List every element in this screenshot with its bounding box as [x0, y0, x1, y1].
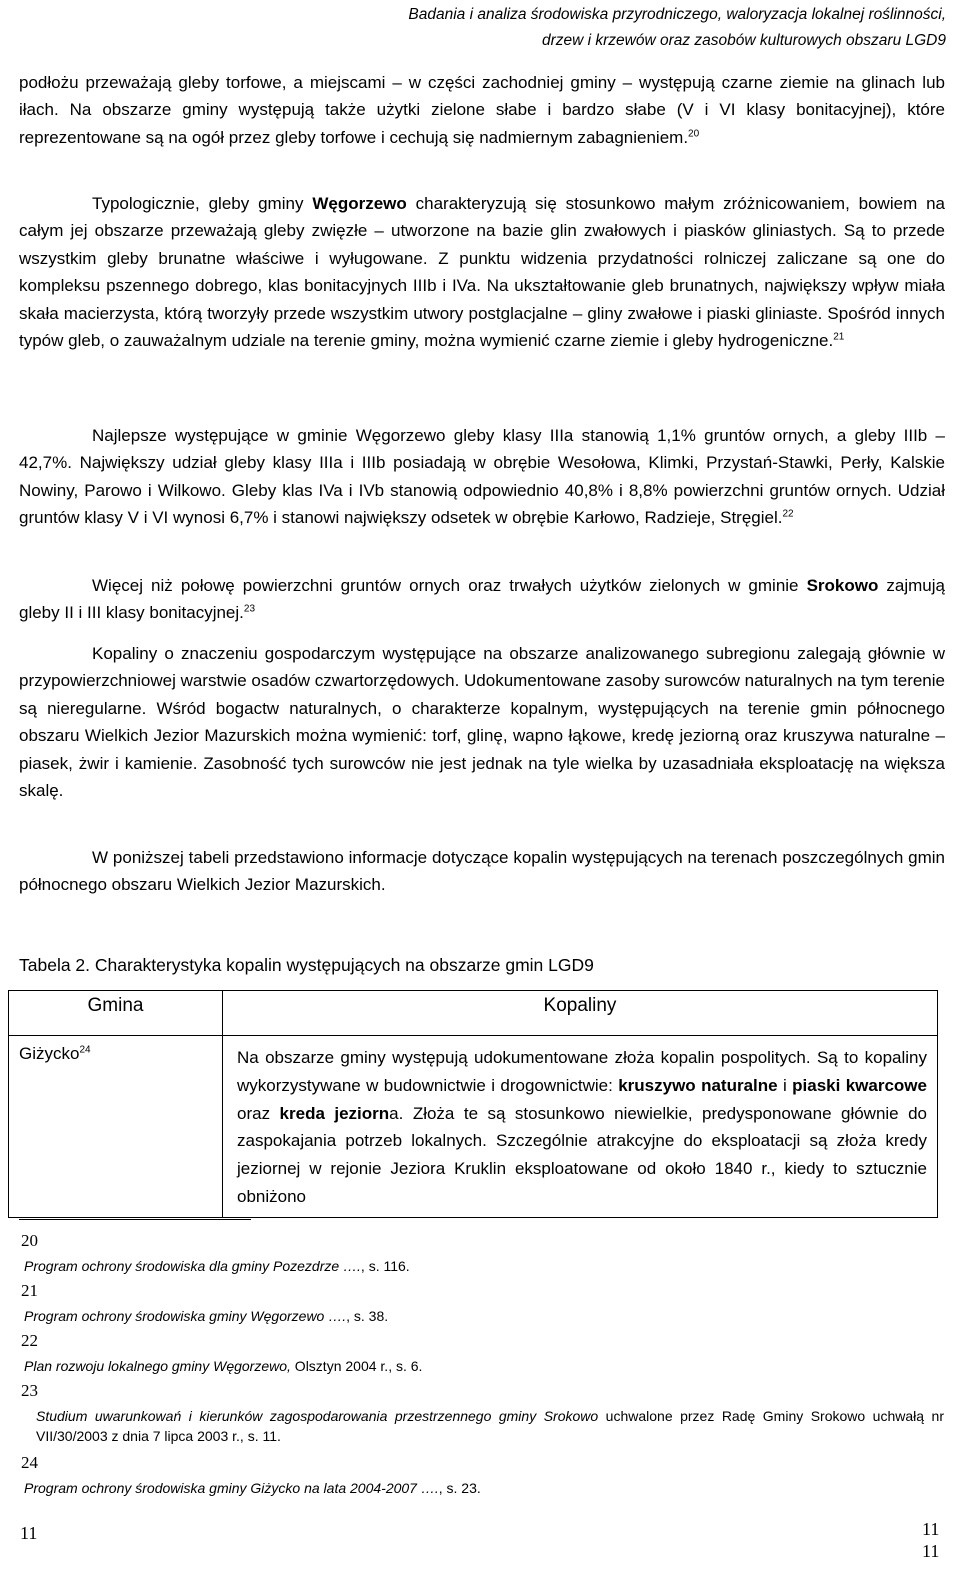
footnote-ref-20[interactable]: 20	[688, 128, 700, 140]
footnote-text: Program ochrony środowiska gminy Węgorzewo …., s. 38.	[24, 1308, 389, 1324]
footnote-text: Program ochrony środowiska gminy Giżycko na lata 2004-2007 …., s. 23.	[24, 1480, 481, 1496]
footnote-number: 24	[21, 1453, 38, 1472]
header-line-1: Badania i analiza środowiska przyrodniczego, waloryzacja lokalnej roślinności,	[408, 6, 946, 23]
minerals-table	[8, 990, 938, 1218]
page-number-left: 11	[20, 1523, 38, 1543]
running-header	[408, 2, 946, 54]
footnote-text: Plan rozwoju lokalnego gminy Węgorzewo, Olsztyn 2004 r., s. 6.	[24, 1358, 423, 1374]
column-header-kopaliny: Kopaliny	[223, 991, 938, 1036]
header-line-2: drzew i krzewów oraz zasobów kulturowych obszaru LGD9	[541, 32, 946, 49]
table-header-row	[9, 991, 938, 1036]
cell-gmina: Giżycko$^{24}$	[9, 1036, 223, 1218]
paragraph-5: Kopaliny o znaczeniu gospodarczym występujące na obszarze analizowanego subregionu zalegają głównie w przypowierzchniowej warstwie osadów czwartorzędowych. Udokumentowane zasoby surowców naturalnych na tym terenie są nieregularne. Wśród bogactw naturalnych, o charakterze kopalnym, występujących na terenie gmin północnego obszaru Wielkich Jezior Mazurskich można wymienić: torf, glinę, wapno łąkowe, kredę jeziorną oraz kruszywa naturalne – piasek, żwir i kamienie. Zasobność tych surowców nie jest jednak na tyle wielka by uzasadniała eksploatację na większa skalę.	[19, 644, 945, 801]
page-number-right-bottom: 11	[922, 1541, 940, 1561]
footnote-ref-23[interactable]: 23	[243, 603, 256, 615]
footnote-ref-22[interactable]: 22	[782, 508, 794, 520]
gmina-name-srokowo: Srokowo	[806, 576, 879, 595]
footnote-text: Program ochrony środowiska dla gminy Pozezdrze …., s. 116.	[24, 1258, 410, 1274]
cell-kopaliny: Na obszarze gminy występują udokumentowane złoża kopalin pospolitych. Są to kopaliny wykorzystywane w budownictwie i drogownictwie: kruszywo naturalne i piaski kwarcowe oraz kreda jeziorna. Złoża te są stosunkowo niewielkie, predysponowane głównie do zaspokajania potrzeb lokalnych. Szczególnie atrakcyjne do eksploatacji są złoża kredy jeziornej w rejonie Jeziora Kruklin eksploatowane od około 1840 r., kiedy to sztucznie obniżono	[223, 1036, 938, 1218]
footnote-number: 22	[21, 1331, 38, 1350]
paragraph-1: podłożu przeważają gleby torfowe, a miejscami – w części zachodniej gminy – występują czarne ziemie na glinach lub iłach. Na obszarze gminy występują także użytki zielone słabe i bardzo słabe (V i VI klasy bonitacyjnej), które reprezentowane są na ogół przez gleby torfowe i cechują się nadmiernym zabagnieniem.$^{20}$	[19, 73, 945, 147]
footnote-number: 23	[21, 1381, 38, 1400]
footnote-text: Studium uwarunkowań i kierunków zagospodarowania przestrzennego gminy Srokowo uchwalone przez Radę Gminy Srokowo uchwałą nr VII/30/2003 z dnia 7 lipca 2003 r., s. 11.	[36, 1408, 944, 1444]
column-header-gmina: Gmina	[9, 991, 223, 1036]
footnote-separator	[19, 1219, 251, 1220]
footnote-number: 21	[21, 1281, 38, 1300]
table-caption: Tabela 2. Charakterystyka kopalin występujących na obszarze gmin LGD9	[19, 955, 594, 975]
footnote-ref-21[interactable]: 21	[833, 331, 845, 343]
paragraph-3: Najlepsze występujące w gminie Węgorzewo gleby klasy IIIa stanowią 1,1% gruntów ornych, a gleby IIIb – 42,7%. Największy udział gleby klasy IIIa i IIIb posiadają w obrębie Wesołowa, Klimki, Przystań-Stawki, Perły, Kalskie Nowiny, Parowo i Wilkowo. Gleby klas IVa i IVb stanowią odpowiednio 40,8% i 8,8% powierzchni gruntów ornych. Udział gruntów klasy V i VI wynosi 6,7% i stanowi największy odsetek w obrębie Karłowo, Radzieje, Stręgiel.$^{22}$	[19, 426, 945, 528]
footnote-ref-24[interactable]: 24	[79, 1044, 91, 1056]
table-row	[9, 1036, 938, 1218]
gmina-name-wegorzewo: Węgorzewo	[312, 194, 407, 213]
page-number-right-top: 11	[922, 1519, 940, 1539]
paragraph-4: Więcej niż połowę powierzchni gruntów ornych oraz trwałych użytków zielonych w gminie Srokowo zajmują gleby II i III klasy bonitacyjnej.$^{23}$	[19, 576, 945, 623]
paragraph-6: W poniższej tabeli przedstawiono informacje dotyczące kopalin występujących na terenach poszczególnych gmin północnego obszaru Wielkich Jezior Mazurskich.	[19, 848, 945, 895]
footnote-number: 20	[21, 1231, 38, 1250]
paragraph-2: Typologicznie, gleby gminy Węgorzewo charakteryzują się stosunkowo małym zróżnicowaniem, bowiem na całym jej obszarze przeważają gleby zwięzłe – utworzone na bazie glin zwałowych i piasków gliniastych. Są to przede wszystkim gleby brunatne właściwe i wyługowane. Z punktu widzenia przydatności rolniczej zaliczane są one do kompleksu pszennego dobrego, klas bonitacyjnych IIIb i IVa. Na ukształtowanie gleb brunatnych, największy wpływ miała skała macierzysta, którą tworzyły przede wszystkim utwory postglacjalne – gliny zwałowe i piaski gliniaste. Spośród innych typów gleb, o zauważalnym udziale na terenie gminy, można wymienić czarne ziemie i gleby hydrogeniczne.$^{21}$	[19, 194, 946, 351]
